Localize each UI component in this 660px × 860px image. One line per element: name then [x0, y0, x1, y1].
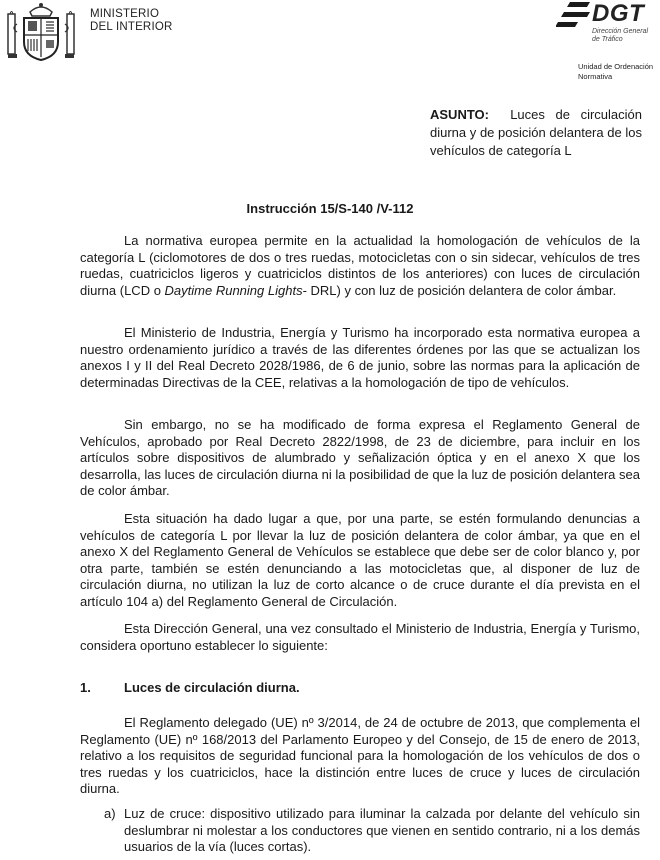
coat-of-arms-icon [6, 2, 76, 62]
section-1-number: 1. [80, 680, 91, 695]
dgt-subtitle-line-1: Dirección General [592, 28, 649, 35]
dgt-logo-icon [556, 0, 592, 30]
paragraph-1-italic: Daytime Running Lights [164, 282, 303, 298]
paragraph-4-text: Esta situación ha dado lugar a que, por una parte, se estén formulando denuncias a vehículos de categoría L por llevar la luz de posición delantera de color ámbar, ya que en el anexo X del Reglamento General de Vehículos se establece que debe ser de color blanco y, por otra parte, también se estén denunciando a las motocicletas que, al disponer de luz de circulación diurna, no utilizan la luz de corto alcance o de cruce durante el día prevista en el artículo 104 a) del Reglamento General de Circulación. [80, 511, 640, 609]
dgt-subtitle-line-2: de Tráfico [592, 36, 623, 43]
ministry-name [90, 8, 173, 34]
paragraph-1 [80, 233, 640, 299]
subject-label: ASUNTO: [430, 107, 489, 122]
list-item-a [104, 806, 640, 856]
list-item-a-text: Luz de cruce: dispositivo utilizado para iluminar la calzada por delante del vehículo sin deslumbrar ni molestar a los conductores que vienen en sentido contrario, ni a los demás usuarios de la vía (luces cortas). [124, 806, 640, 855]
ministry-line-2: DEL INTERIOR [90, 21, 173, 33]
paragraph-1-part-a: La normativa europea permite en la actualidad la homologación de vehículos de la categoría L (ciclomotores de dos o tres ruedas, motocicletas con o sin sidecar, vehículos de tres ruedas, cuatriciclos ligeros y cuatriciclos distintos de los anteriores) con luces de circulación diurna (LCD o [80, 233, 640, 298]
paragraph-2-text: El Ministerio de Industria, Energía y Turismo ha incorporado esta normativa europea a nuestro ordenamiento jurídico a través de las diferentes órdenes por las que se actualizan los anexos I y II del Real Decreto 2028/1986, de 6 de junio, sobre las normas para la aplicación de determinadas Directivas de la CEE, relativas a la homologación de tipo de vehículos. [80, 325, 640, 390]
paragraph-4 [80, 511, 640, 611]
paragraph-3 [80, 417, 640, 500]
paragraph-6-text: El Reglamento delegado (UE) nº 3/2014, de 24 de octubre de 2013, que complementa el Reglamento (UE) nº 168/2013 del Parlamento Europeo y del Consejo, de 15 de enero de 2013, relativo a los requisitos de seguridad funcional para la homologación de los vehículos de dos o tres ruedas y los cuatriciclos, hace la distinción entre luces de cruce y luces de circulación diurna. [80, 715, 640, 797]
paragraph-5 [80, 621, 640, 654]
ministry-line-1: MINISTERIO [90, 8, 160, 20]
subject-text: Luces de circulación diurna y de posición delantera de los vehículos de categoría L [430, 107, 642, 158]
issuing-unit [578, 62, 653, 82]
instruction-title: Instrucción 15/S-140 /V-112 [246, 201, 414, 216]
section-1-title: Luces de circulación diurna. [124, 680, 300, 695]
paragraph-5-text: Esta Dirección General, una vez consultado el Ministerio de Industria, Energía y Turismo, considera oportuno establecer lo siguiente: [80, 621, 640, 653]
unit-line-2: Normativa [578, 72, 613, 81]
unit-line-1: Unidad de Ordenación [578, 62, 654, 71]
paragraph-3-text: Sin embargo, no se ha modificado de forma expresa el Reglamento General de Vehículos, aprobado por Real Decreto 2822/1998, de 23 de diciembre, para incluir en los artículos sobre dispositivos de alumbrado y señalización óptica y en el anexo X que los desarrolla, las luces de circulación diurna ni la posibilidad de que la luz de posición delantera sea de color ámbar. [80, 417, 640, 499]
section-1-heading [80, 680, 300, 695]
subject-block [430, 106, 642, 160]
dgt-subtitle [592, 28, 648, 44]
paragraph-6 [80, 715, 640, 798]
dgt-logo-text: DGT [592, 0, 645, 27]
paragraph-2 [80, 325, 640, 391]
paragraph-1-part-b: - DRL) y con luz de posición delantera de color ámbar. [302, 282, 617, 298]
list-item-a-marker: a) [104, 806, 116, 821]
